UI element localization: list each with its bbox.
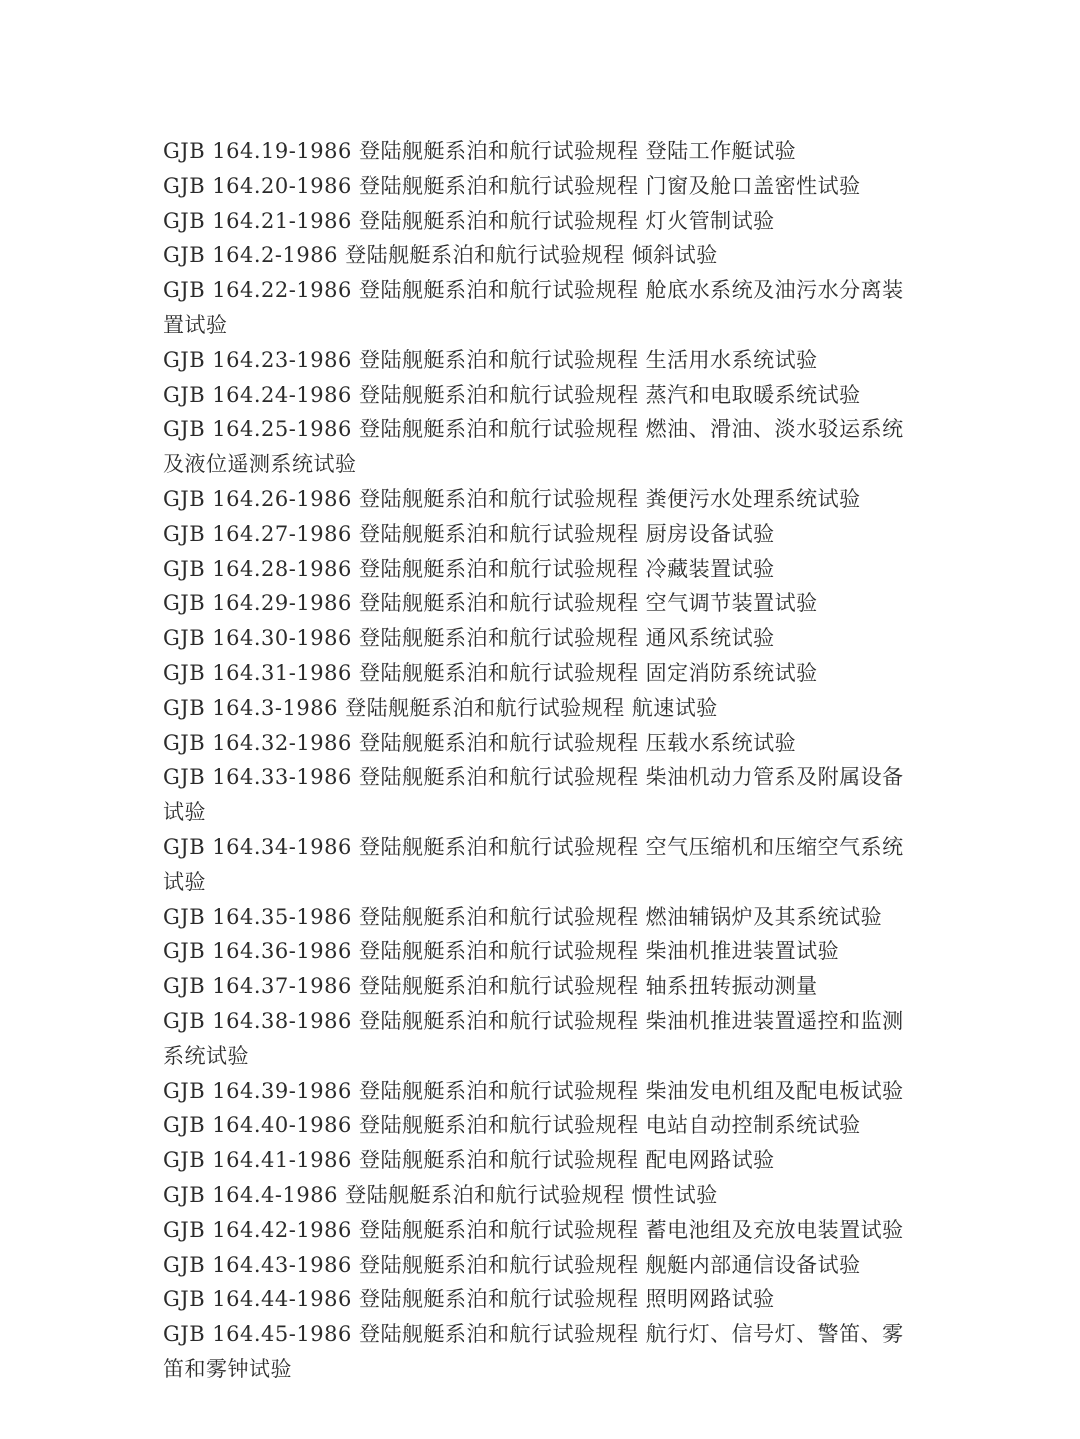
list-item: GJB 164.23-1986 登陆舰艇系泊和航行试验规程 生活用水系统试验 (163, 347, 818, 372)
list-item: GJB 164.26-1986 登陆舰艇系泊和航行试验规程 粪便污水处理系统试验 (163, 486, 861, 511)
list-item: GJB 164.19-1986 登陆舰艇系泊和航行试验规程 登陆工作艇试验 (163, 139, 797, 163)
list-item: GJB 164.30-1986 登陆舰艇系泊和航行试验规程 通风系统试验 (163, 626, 775, 651)
list-item: GJB 164.37-1986 登陆舰艇系泊和航行试验规程 轴系扭转振动测量 (163, 974, 818, 999)
list-item: GJB 164.43-1986 登陆舰艇系泊和航行试验规程 舰艇内部通信设备试验 (163, 1252, 861, 1277)
list-item: GJB 164.3-1986 登陆舰艇系泊和航行试验规程 航速试验 (163, 695, 718, 720)
list-item: GJB 164.41-1986 登陆舰艇系泊和航行试验规程 配电网路试验 (163, 1148, 775, 1173)
list-item: GJB 164.34-1986 登陆舰艇系泊和航行试验规程 空气压缩机和压缩空气系统试验 (163, 834, 904, 894)
list-item: GJB 164.44-1986 登陆舰艇系泊和航行试验规程 照明网路试验 (163, 1287, 775, 1312)
list-item: GJB 164.25-1986 登陆舰艇系泊和航行试验规程 燃油、滑油、淡水驳运系统及液位遥测系统试验 (163, 417, 904, 477)
list-item: GJB 164.38-1986 登陆舰艇系泊和航行试验规程 柴油机推进装置遥控和监测系统试验 (163, 1008, 904, 1068)
list-item: GJB 164.32-1986 登陆舰艇系泊和航行试验规程 压载水系统试验 (163, 730, 797, 755)
list-item: GJB 164.24-1986 登陆舰艇系泊和航行试验规程 蒸汽和电取暖系统试验 (163, 382, 861, 407)
list-item: GJB 164.20-1986 登陆舰艇系泊和航行试验规程 门窗及舱口盖密性试验 (163, 173, 861, 198)
list-item: GJB 164.40-1986 登陆舰艇系泊和航行试验规程 电站自动控制系统试验 (163, 1113, 861, 1138)
list-item: GJB 164.42-1986 登陆舰艇系泊和航行试验规程 蓄电池组及充放电装置试验 (163, 1217, 904, 1242)
list-item: GJB 164.39-1986 登陆舰艇系泊和航行试验规程 柴油发电机组及配电板试验 (163, 1078, 904, 1103)
list-item: GJB 164.31-1986 登陆舰艇系泊和航行试验规程 固定消防系统试验 (163, 660, 818, 685)
list-item: GJB 164.4-1986 登陆舰艇系泊和航行试验规程 惯性试验 (163, 1182, 718, 1207)
list-item: GJB 164.36-1986 登陆舰艇系泊和航行试验规程 柴油机推进装置试验 (163, 939, 840, 964)
list-item: GJB 164.2-1986 登陆舰艇系泊和航行试验规程 倾斜试验 (163, 243, 718, 268)
list-item: GJB 164.29-1986 登陆舰艇系泊和航行试验规程 空气调节装置试验 (163, 591, 818, 616)
list-item: GJB 164.45-1986 登陆舰艇系泊和航行试验规程 航行灯、信号灯、警笛、雾笛和雾钟试验 (163, 1322, 904, 1381)
list-item: GJB 164.28-1986 登陆舰艇系泊和航行试验规程 冷藏装置试验 (163, 556, 775, 581)
list-item: GJB 164.22-1986 登陆舰艇系泊和航行试验规程 舱底水系统及油污水分离装置试验 (163, 278, 904, 337)
list-item: GJB 164.35-1986 登陆舰艇系泊和航行试验规程 燃油辅锅炉及其系统试验 (163, 904, 883, 929)
standards-list (163, 134, 923, 1387)
list-item: GJB 164.33-1986 登陆舰艇系泊和航行试验规程 柴油机动力管系及附属设备试验 (163, 765, 904, 825)
list-item: GJB 164.21-1986 登陆舰艇系泊和航行试验规程 灯火管制试验 (163, 208, 775, 233)
list-item: GJB 164.27-1986 登陆舰艇系泊和航行试验规程 厨房设备试验 (163, 521, 775, 546)
